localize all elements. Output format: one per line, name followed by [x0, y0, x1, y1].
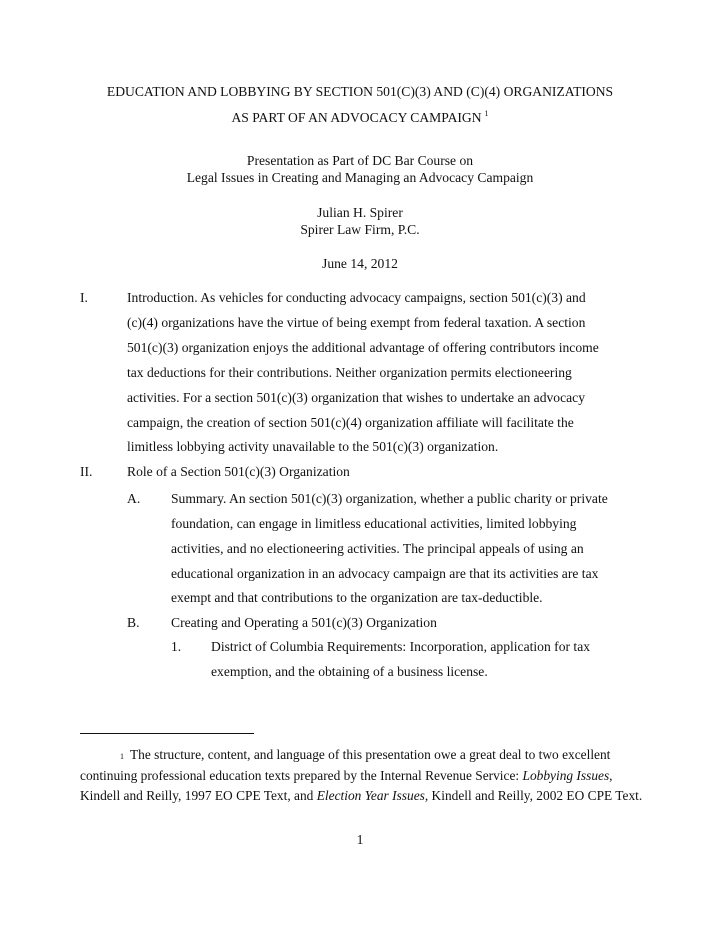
- footnote-italic-title-2: Election Year Issues: [316, 788, 425, 803]
- section-1-line: campaign, the creation of section 501(c)(4) organization affiliate will facilitate the: [127, 415, 574, 430]
- footnote-text-a: The structure, content, and language of this presentation owe a great deal to two excellent continuing professional education texts prepared by the Internal Revenue Service:: [80, 747, 611, 783]
- section-1-line: (c)(4) organizations have the virtue of being exempt from federal taxation. A section: [127, 315, 586, 330]
- footnote-reference[interactable]: 1: [484, 109, 489, 118]
- firm-name: Spirer Law Firm, P.C.: [300, 222, 420, 237]
- subsection-a-line: activities, and no electioneering activities. The principal appeals of using an: [171, 541, 584, 556]
- section-2-heading: Role of a Section 501(c)(3) Organization: [127, 464, 350, 479]
- document-date: June 14, 2012: [322, 256, 398, 271]
- footnote-italic-title-1: Lobbying Issues: [522, 767, 610, 783]
- subtitle-line-1: Presentation as Part of DC Bar Course on: [246, 153, 474, 168]
- section-2-marker: II.: [80, 464, 93, 479]
- section-1-line: limitless lobbying activity unavailable to the 501(c)(3) organization.: [127, 439, 499, 454]
- subsection-a-line: educational organization in an advocacy campaign are that its activities are tax: [171, 566, 599, 581]
- item-1-line: District of Columbia Requirements: Incorporation, application for tax: [211, 639, 591, 654]
- section-1-line: Introduction. As vehicles for conducting advocacy campaigns, section 501(c)(3) and: [127, 290, 586, 305]
- footnote-number: 1: [120, 752, 124, 761]
- subsection-a-line: Summary. An section 501(c)(3) organization, whether a public charity or private: [171, 491, 608, 506]
- title-line-1: EDUCATION AND LOBBYING BY SECTION 501(C)(3) AND (C)(4) ORGANIZATIONS: [106, 84, 614, 99]
- subsection-a-line: foundation, can engage in limitless educational activities, limited lobbying: [171, 516, 577, 531]
- footnote: [80, 745, 650, 807]
- subsection-a-marker: A.: [127, 491, 141, 506]
- footnote-text-b: , Kindell and Reilly, 1997 EO CPE Text, and: [80, 767, 613, 803]
- title-line-2-text: AS PART OF AN ADVOCACY CAMPAIGN: [231, 110, 482, 125]
- subsection-b-heading: Creating and Operating a 501(c)(3) Organization: [171, 615, 437, 630]
- item-1-line: exemption, and the obtaining of a business license.: [211, 664, 488, 679]
- subsection-b-marker: B.: [127, 615, 140, 630]
- author-name: Julian H. Spirer: [317, 205, 403, 220]
- section-1-line: tax deductions for their contributions. Neither organization permits electioneering: [127, 365, 572, 380]
- section-1-line: 501(c)(3) organization enjoys the additional advantage of offering contributors income: [127, 340, 599, 355]
- footnote-text-c: , Kindell and Reilly, 2002 EO CPE Text.: [424, 788, 643, 803]
- page-number: 1: [356, 832, 364, 847]
- subsection-a-line: exempt and that contributions to the organization are tax-deductible.: [171, 590, 543, 605]
- title-line-2: [0, 110, 720, 126]
- subtitle-line-2: Legal Issues in Creating and Managing an Advocacy Campaign: [186, 170, 534, 185]
- item-1-marker: 1.: [171, 639, 182, 654]
- section-1-marker: I.: [80, 290, 88, 305]
- footnote-separator: [80, 733, 254, 734]
- section-1-line: activities. For a section 501(c)(3) organization that wishes to undertake an advocacy: [127, 390, 586, 405]
